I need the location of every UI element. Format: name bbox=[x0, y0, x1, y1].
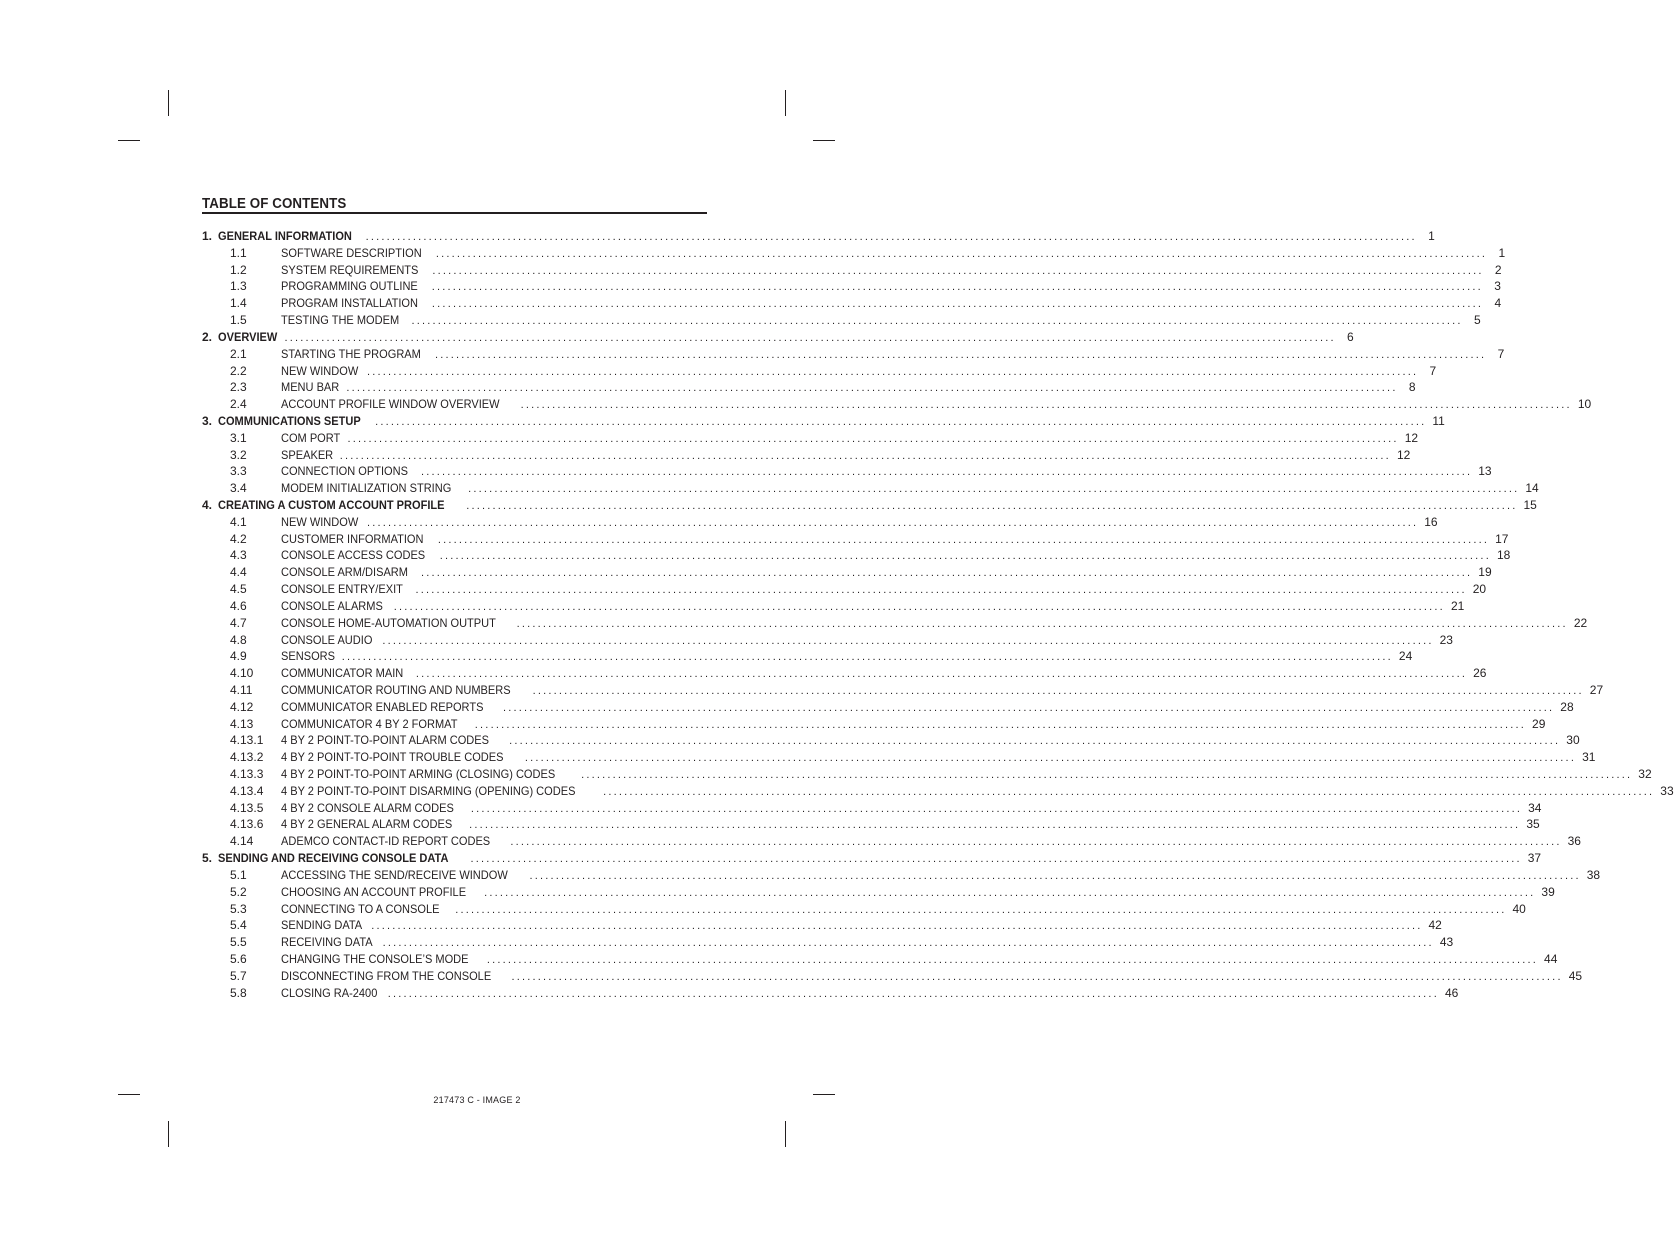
toc-entry-number: 2.2 bbox=[230, 363, 247, 378]
toc-entry-number: 2.3 bbox=[230, 380, 247, 395]
toc-entry-number: 4.13.3 bbox=[230, 767, 264, 781]
toc-entry-title: CONSOLE ALARMS bbox=[281, 598, 383, 613]
toc-section-entry[interactable] bbox=[202, 228, 1435, 245]
toc-dot-leader: ........................................................................................................................................................................................................ bbox=[581, 769, 1633, 781]
toc-page-number: 7 bbox=[1429, 363, 1437, 378]
toc-entry-number: 4.9 bbox=[230, 649, 247, 664]
toc-entry-title: ACCESSING THE SEND/RECEIVE WINDOW bbox=[281, 867, 508, 882]
toc-entry-number: 4.1 bbox=[230, 514, 247, 529]
toc-entry-title: MENU BAR bbox=[281, 380, 340, 395]
toc-page-number: 33 bbox=[1660, 783, 1674, 798]
toc-dot-leader: ........................................................................................................................................................................................................ bbox=[382, 937, 1434, 950]
toc-subsection-entry[interactable] bbox=[202, 447, 1411, 464]
toc-entry-number: 4.2 bbox=[230, 531, 247, 546]
toc-entry-number: 4.13.5 bbox=[230, 800, 264, 815]
toc-subsection-entry[interactable] bbox=[202, 699, 1574, 716]
toc-entry-title: SENDING AND RECEIVING CONSOLE DATA bbox=[218, 851, 449, 866]
toc-entry-title: COMMUNICATOR MAIN bbox=[281, 666, 404, 681]
toc-page-number: 27 bbox=[1589, 682, 1604, 697]
toc-page-number: 31 bbox=[1582, 750, 1596, 765]
toc-dot-leader: ........................................................................................................................................................................................................ bbox=[431, 281, 1483, 294]
toc-page-number: 4 bbox=[1494, 296, 1502, 311]
toc-entry-title: CONSOLE HOME-AUTOMATION OUTPUT bbox=[281, 615, 496, 630]
toc-subsection-entry[interactable] bbox=[202, 648, 1413, 665]
toc-page-number: 12 bbox=[1404, 430, 1419, 445]
toc-entry-title: CUSTOMER INFORMATION bbox=[281, 531, 424, 546]
toc-subsection-entry[interactable] bbox=[202, 598, 1465, 615]
toc-page-number: 2 bbox=[1494, 262, 1502, 277]
toc-entry-title: COMMUNICATOR 4 BY 2 FORMAT bbox=[281, 716, 458, 731]
toc-subsection-entry[interactable] bbox=[202, 278, 1501, 295]
toc-entry-title: STARTING THE PROGRAM bbox=[281, 346, 421, 361]
toc-dot-leader: ........................................................................................................................................................................................................ bbox=[411, 315, 1463, 328]
toc-page-number: 32 bbox=[1638, 767, 1652, 781]
toc-page-number: 44 bbox=[1544, 951, 1558, 966]
toc-page-number: 45 bbox=[1568, 968, 1583, 983]
toc-subsection-entry[interactable] bbox=[202, 480, 1539, 497]
toc-dot-leader: ........................................................................................................................................................................................................ bbox=[524, 752, 1577, 765]
toc-subsection-entry[interactable] bbox=[202, 968, 1583, 985]
toc-page-number: 23 bbox=[1439, 632, 1453, 647]
toc-entry-title: CONNECTION OPTIONS bbox=[281, 464, 408, 479]
page-title: TABLE OF CONTENTS bbox=[202, 196, 347, 212]
toc-entry-number: 3.1 bbox=[230, 430, 247, 445]
toc-subsection-entry[interactable] bbox=[202, 245, 1506, 262]
toc-subsection-entry[interactable] bbox=[202, 632, 1453, 649]
toc-dot-leader: ........................................................................................................................................................................................................ bbox=[341, 651, 1393, 664]
toc-section-entry[interactable] bbox=[202, 413, 1445, 430]
toc-entry-number: 4.5 bbox=[230, 582, 247, 597]
toc-subsection-entry[interactable] bbox=[202, 783, 1674, 800]
toc-entry-title: PROGRAMMING OUTLINE bbox=[281, 279, 418, 294]
toc-entry-title: GENERAL INFORMATION bbox=[218, 229, 352, 243]
toc-page-number: 30 bbox=[1566, 733, 1580, 748]
toc-entry-number: 4.3 bbox=[230, 548, 247, 563]
toc-entry-number: 4.14 bbox=[230, 834, 254, 849]
toc-page-number: 35 bbox=[1526, 817, 1540, 832]
toc-entry-title: CHOOSING AN ACCOUNT PROFILE bbox=[281, 884, 467, 899]
toc-dot-leader: ........................................................................................................................................................................................................ bbox=[439, 550, 1491, 563]
toc-page-number: 18 bbox=[1496, 548, 1511, 563]
toc-entry-number: 5.2 bbox=[230, 884, 247, 899]
toc-entry-title: 4 BY 2 POINT-TO-POINT ARMING (CLOSING) CODES bbox=[281, 767, 556, 781]
toc-entry-number: 4.13.6 bbox=[230, 817, 264, 832]
title-underline bbox=[202, 212, 707, 214]
toc-page-number: 14 bbox=[1525, 481, 1539, 496]
toc-page-number: 7 bbox=[1497, 346, 1505, 361]
toc-page-number: 15 bbox=[1523, 498, 1537, 512]
toc-entry-title: COMMUNICATIONS SETUP bbox=[218, 413, 361, 428]
toc-dot-leader: ........................................................................................................................................................................................................ bbox=[468, 483, 1520, 496]
toc-dot-leader: ........................................................................................................................................................................................................ bbox=[366, 365, 1419, 378]
toc-entry-title: SPEAKER bbox=[281, 447, 334, 462]
toc-subsection-entry[interactable] bbox=[202, 665, 1487, 682]
toc-dot-leader: ........................................................................................................................................................................................................ bbox=[603, 785, 1655, 798]
toc-dot-leader: ........................................................................................................................................................................................................ bbox=[421, 567, 1473, 580]
toc-subsection-entry[interactable] bbox=[202, 833, 1581, 850]
toc-entry-title: 4 BY 2 POINT-TO-POINT DISARMING (OPENING) CODES bbox=[281, 783, 576, 798]
toc-entry-number: 2.4 bbox=[230, 397, 247, 412]
toc-entry-number: 4.6 bbox=[230, 598, 247, 613]
toc-page-number: 17 bbox=[1495, 531, 1509, 546]
toc-page-number: 21 bbox=[1450, 598, 1465, 613]
toc-entry-title: SENDING DATA bbox=[281, 918, 363, 933]
toc-entry-title: 4 BY 2 GENERAL ALARM CODES bbox=[281, 817, 453, 832]
toc-dot-leader: ........................................................................................................................................................................................................ bbox=[387, 987, 1439, 1000]
toc-subsection-entry[interactable] bbox=[202, 396, 1592, 413]
toc-page-number: 12 bbox=[1396, 447, 1411, 462]
toc-subsection-entry[interactable] bbox=[202, 749, 1596, 766]
toc-dot-leader: ........................................................................................................................................................................................................ bbox=[529, 869, 1581, 882]
toc-entry-title: DISCONNECTING FROM THE CONSOLE bbox=[281, 968, 492, 983]
crop-mark bbox=[813, 140, 835, 141]
toc-page-number: 5 bbox=[1474, 313, 1481, 328]
crop-mark bbox=[168, 90, 169, 116]
toc-dot-leader: ........................................................................................................................................................................................................ bbox=[435, 247, 1488, 260]
toc-dot-leader: ........................................................................................................................................................................................................ bbox=[469, 819, 1521, 832]
toc-subsection-entry[interactable] bbox=[202, 346, 1505, 363]
toc-subsection-entry[interactable] bbox=[202, 951, 1558, 968]
toc-page-number: 19 bbox=[1478, 565, 1492, 580]
toc-entry-number: 1.2 bbox=[230, 262, 247, 277]
toc-entry-number: 4.11 bbox=[230, 682, 253, 697]
toc-entry-title: CHANGING THE CONSOLE’S MODE bbox=[281, 951, 469, 966]
toc-entry-number: 4.7 bbox=[230, 615, 247, 630]
toc-entry-title: CREATING A CUSTOM ACCOUNT PROFILE bbox=[218, 498, 445, 512]
toc-entry-number: 4.10 bbox=[230, 666, 254, 681]
toc-entry-title: CONSOLE ENTRY/EXIT bbox=[281, 582, 403, 597]
toc-dot-leader: ........................................................................................................................................................................................................ bbox=[435, 348, 1487, 361]
toc-entry-title: SENSORS bbox=[281, 649, 335, 664]
toc-dot-leader: ........................................................................................................................................................................................................ bbox=[484, 886, 1536, 899]
toc-dot-leader: ........................................................................................................................................................................................................ bbox=[347, 432, 1399, 445]
toc-entry-title: SYSTEM REQUIREMENTS bbox=[281, 262, 419, 277]
toc-entry-number: 1. bbox=[202, 229, 213, 243]
toc-entry-number: 4.4 bbox=[230, 565, 247, 580]
toc-entry-number: 3.3 bbox=[230, 464, 247, 479]
toc-page-number: 42 bbox=[1428, 918, 1442, 933]
toc-entry-title: ADEMCO CONTACT-ID REPORT CODES bbox=[281, 834, 491, 849]
toc-dot-leader: ........................................................................................................................................................................................................ bbox=[455, 903, 1507, 916]
toc-page-number: 6 bbox=[1347, 329, 1354, 344]
crop-mark bbox=[168, 1121, 169, 1147]
toc-subsection-entry[interactable] bbox=[202, 901, 1526, 918]
toc-dot-leader: ........................................................................................................................................................................................................ bbox=[470, 802, 1523, 815]
toc-page-number: 16 bbox=[1424, 514, 1438, 529]
toc-entry-title: 4 BY 2 POINT-TO-POINT TROUBLE CODES bbox=[281, 750, 504, 765]
toc-entry-number: 5. bbox=[202, 851, 213, 866]
toc-dot-leader: ........................................................................................................................................................................................................ bbox=[346, 382, 1398, 395]
toc-page-number: 43 bbox=[1439, 935, 1454, 950]
toc-subsection-entry[interactable] bbox=[202, 430, 1419, 447]
toc-entry-number: 1.5 bbox=[230, 313, 247, 328]
toc-page-number: 36 bbox=[1567, 834, 1581, 849]
toc-entry-title: CONSOLE ARM/DISARM bbox=[281, 565, 408, 580]
toc-page-number: 28 bbox=[1560, 699, 1574, 714]
toc-dot-leader: ........................................................................................................................................................................................................ bbox=[415, 584, 1467, 597]
toc-subsection-entry[interactable] bbox=[202, 295, 1502, 312]
toc-page-number: 39 bbox=[1541, 884, 1555, 899]
page-footer: 217473 C - IMAGE 2 bbox=[433, 1095, 521, 1105]
toc-dot-leader: ........................................................................................................................................................................................................ bbox=[365, 231, 1417, 243]
toc-page-number: 1 bbox=[1428, 229, 1435, 243]
toc-page-number: 40 bbox=[1512, 901, 1526, 916]
toc-entry-number: 4. bbox=[202, 498, 213, 512]
toc-entry-number: 5.3 bbox=[230, 901, 247, 916]
toc-entry-title: SOFTWARE DESCRIPTION bbox=[281, 245, 422, 260]
toc-entry-title: CONSOLE ACCESS CODES bbox=[281, 548, 426, 563]
toc-entry-title: COMMUNICATOR ENABLED REPORTS bbox=[281, 699, 484, 714]
toc-entry-number: 5.4 bbox=[230, 918, 247, 933]
toc-entry-title: RECEIVING DATA bbox=[281, 935, 373, 950]
toc-entry-number: 2. bbox=[202, 329, 213, 344]
toc-subsection-entry[interactable] bbox=[202, 312, 1481, 329]
toc-entry-number: 1.3 bbox=[230, 279, 247, 294]
toc-section-entry[interactable] bbox=[202, 329, 1354, 346]
toc-entry-title: COMMUNICATOR ROUTING AND NUMBERS bbox=[281, 682, 511, 697]
toc-subsection-entry[interactable] bbox=[202, 531, 1509, 548]
toc-dot-leader: ........................................................................................................................................................................................................ bbox=[432, 264, 1484, 277]
toc-entry-number: 4.13 bbox=[230, 716, 254, 731]
toc-subsection-entry[interactable] bbox=[202, 262, 1502, 279]
toc-entry-number: 1.1 bbox=[230, 245, 247, 260]
toc-dot-leader: ........................................................................................................................................................................................................ bbox=[284, 331, 1336, 344]
toc-entry-number: 5.1 bbox=[230, 867, 247, 882]
toc-subsection-entry[interactable] bbox=[202, 514, 1438, 531]
toc-subsection-entry[interactable] bbox=[202, 800, 1542, 817]
crop-mark bbox=[785, 90, 786, 116]
toc-entry-number: 5.7 bbox=[230, 968, 247, 983]
toc-entry-title: ACCOUNT PROFILE WINDOW OVERVIEW bbox=[281, 397, 500, 412]
toc-dot-leader: ........................................................................................................................................................................................................ bbox=[339, 449, 1391, 462]
toc-entry-number: 3.2 bbox=[230, 447, 247, 462]
toc-subsection-entry[interactable] bbox=[202, 917, 1442, 934]
crop-mark bbox=[785, 1121, 786, 1147]
toc-dot-leader: ........................................................................................................................................................................................................ bbox=[532, 684, 1584, 697]
toc-page-number: 24 bbox=[1398, 649, 1413, 664]
toc-dot-leader: ........................................................................................................................................................................................................ bbox=[510, 836, 1562, 849]
toc-page-number: 1 bbox=[1498, 245, 1506, 260]
toc-entry-title: PROGRAM INSTALLATION bbox=[281, 296, 419, 311]
toc-subsection-entry[interactable] bbox=[202, 816, 1540, 833]
toc-entry-number: 3.4 bbox=[230, 481, 247, 496]
toc-dot-leader: ........................................................................................................................................................................................................ bbox=[371, 920, 1423, 933]
toc-subsection-entry[interactable] bbox=[202, 867, 1601, 884]
toc-page-number: 29 bbox=[1532, 716, 1546, 731]
toc-page-number: 8 bbox=[1408, 380, 1416, 395]
toc-dot-leader: ........................................................................................................................................................................................................ bbox=[470, 853, 1522, 866]
toc-page-number: 37 bbox=[1527, 851, 1542, 866]
toc-dot-leader: ........................................................................................................................................................................................................ bbox=[375, 415, 1427, 428]
toc-entry-number: 5.5 bbox=[230, 935, 247, 950]
toc-entry-title: COM PORT bbox=[281, 430, 341, 445]
toc-dot-leader: ........................................................................................................................................................................................................ bbox=[503, 701, 1555, 714]
toc-subsection-entry[interactable] bbox=[202, 732, 1580, 749]
toc-page-number: 46 bbox=[1444, 985, 1459, 1000]
toc-subsection-entry[interactable] bbox=[202, 463, 1492, 480]
toc-page-number: 10 bbox=[1577, 397, 1592, 412]
toc-entry-number: 4.13.4 bbox=[230, 783, 264, 798]
toc-subsection-entry[interactable] bbox=[202, 564, 1492, 581]
toc-entry-title: NEW WINDOW bbox=[281, 363, 359, 378]
toc-dot-leader: ........................................................................................................................................................................................................ bbox=[509, 735, 1561, 748]
toc-entry-number: 4.8 bbox=[230, 632, 247, 647]
toc-dot-leader: ........................................................................................................................................................................................................ bbox=[520, 399, 1572, 412]
toc-subsection-entry[interactable] bbox=[202, 934, 1454, 951]
crop-mark bbox=[118, 140, 140, 141]
toc-subsection-entry[interactable] bbox=[202, 716, 1546, 733]
toc-entry-title: CONSOLE AUDIO bbox=[281, 632, 373, 647]
toc-entry-title: CLOSING RA-2400 bbox=[281, 985, 378, 1000]
toc-dot-leader: ........................................................................................................................................................................................................ bbox=[486, 953, 1539, 966]
toc-dot-leader: ........................................................................................................................................................................................................ bbox=[474, 718, 1527, 731]
toc-entry-number: 4.13.1 bbox=[230, 733, 264, 748]
toc-entry-title: 4 BY 2 POINT-TO-POINT ALARM CODES bbox=[281, 733, 489, 748]
toc-entry-number: 3. bbox=[202, 413, 213, 428]
toc-dot-leader: ........................................................................................................................................................................................................ bbox=[511, 970, 1563, 983]
toc-page-number: 3 bbox=[1494, 279, 1501, 294]
toc-subsection-entry[interactable] bbox=[202, 766, 1652, 783]
toc-page-number: 13 bbox=[1478, 464, 1492, 479]
toc-page-number: 26 bbox=[1473, 666, 1487, 681]
toc-page-number: 38 bbox=[1586, 867, 1601, 882]
toc-entry-title: OVERVIEW bbox=[218, 329, 278, 344]
toc-section-entry[interactable] bbox=[202, 497, 1537, 514]
toc-entry-number: 2.1 bbox=[230, 346, 247, 361]
toc-page-number: 11 bbox=[1432, 413, 1445, 428]
toc-subsection-entry[interactable] bbox=[202, 615, 1588, 632]
toc-entry-number: 5.6 bbox=[230, 951, 247, 966]
toc-subsection-entry[interactable] bbox=[202, 884, 1555, 901]
toc-page-number: 22 bbox=[1573, 615, 1588, 630]
toc-entry-number: 5.8 bbox=[230, 985, 247, 1000]
toc-subsection-entry[interactable] bbox=[202, 547, 1511, 564]
toc-entry-title: 4 BY 2 CONSOLE ALARM CODES bbox=[281, 800, 454, 815]
toc-dot-leader: ........................................................................................................................................................................................................ bbox=[466, 500, 1518, 512]
toc-dot-leader: ........................................................................................................................................................................................................ bbox=[382, 634, 1434, 647]
toc-entry-number: 4.12 bbox=[230, 699, 254, 714]
toc-dot-leader: ........................................................................................................................................................................................................ bbox=[516, 617, 1568, 630]
toc-dot-leader: ........................................................................................................................................................................................................ bbox=[431, 298, 1484, 311]
toc-dot-leader: ........................................................................................................................................................................................................ bbox=[393, 600, 1445, 613]
toc-entry-title: NEW WINDOW bbox=[281, 514, 359, 529]
toc-subsection-entry[interactable] bbox=[202, 379, 1416, 396]
toc-dot-leader: ........................................................................................................................................................................................................ bbox=[421, 466, 1473, 479]
toc-dot-leader: ........................................................................................................................................................................................................ bbox=[437, 533, 1490, 546]
toc-section-entry[interactable] bbox=[202, 850, 1542, 867]
toc-subsection-entry[interactable] bbox=[202, 682, 1604, 699]
toc-entry-number: 4.13.2 bbox=[230, 750, 264, 765]
toc-subsection-entry[interactable] bbox=[202, 581, 1487, 598]
toc-entry-number: 1.4 bbox=[230, 296, 247, 311]
toc-entry-title: CONNECTING TO A CONSOLE bbox=[281, 901, 440, 916]
toc-page-number: 34 bbox=[1528, 800, 1542, 815]
toc-subsection-entry[interactable] bbox=[202, 985, 1459, 1002]
toc-dot-leader: ........................................................................................................................................................................................................ bbox=[415, 668, 1468, 681]
toc-entry-title: MODEM INITIALIZATION STRING bbox=[281, 481, 452, 496]
toc-dot-leader: ........................................................................................................................................................................................................ bbox=[366, 516, 1419, 529]
toc-page-number: 20 bbox=[1472, 582, 1487, 597]
table-of-contents bbox=[202, 228, 1674, 1001]
toc-entry-title: TESTING THE MODEM bbox=[281, 313, 400, 328]
toc-subsection-entry[interactable] bbox=[202, 363, 1437, 380]
